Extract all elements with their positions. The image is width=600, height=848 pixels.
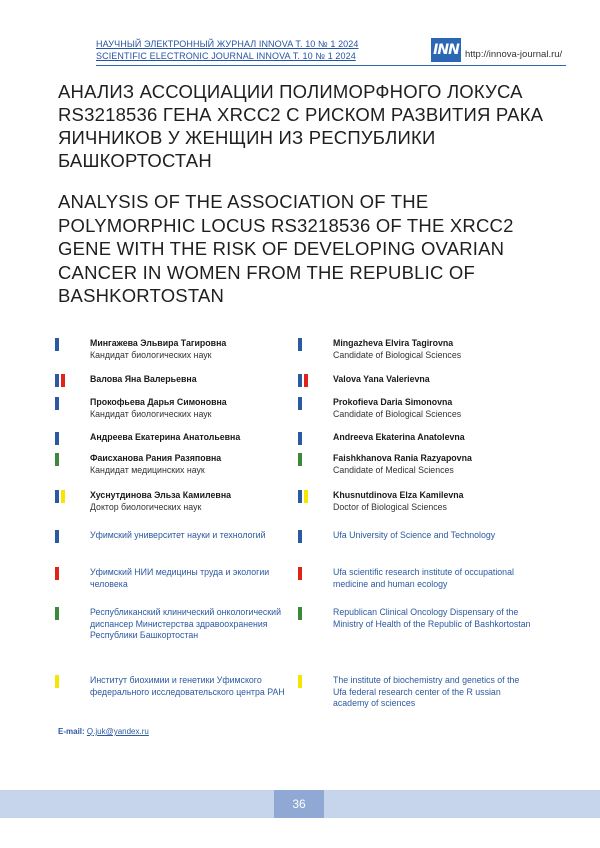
flag-marker (55, 530, 59, 543)
author-en (333, 490, 533, 513)
flag-marker (55, 567, 59, 580)
author-ru (90, 338, 295, 361)
author-en (333, 397, 533, 420)
flag-marker (298, 432, 302, 445)
flag-marker (55, 453, 59, 466)
affiliation-ru: Уфимский НИИ медицины труда и экологии человека (90, 567, 270, 589)
flag-marker-group (55, 607, 61, 620)
flag-marker (298, 675, 302, 688)
flag-marker (55, 374, 59, 387)
author-name-en: Faishkhanova Rania Razyapovna (333, 453, 472, 463)
contact-email (58, 727, 149, 736)
author-degree-ru: Кандидат медицинских наук (90, 464, 205, 475)
flag-marker (298, 453, 302, 466)
affiliation-ru: Уфимский университет науки и технологий (90, 530, 266, 540)
author-name-ru: Валова Яна Валерьевна (90, 374, 197, 384)
article-title-ru: АНАЛИЗ АССОЦИАЦИИ ПОЛИМОРФНОГО ЛОКУСА RS3218536 ГЕНА XRCC2 С РИСКОМ РАЗВИТИЯ РАКА ЯИЧНИКОВ У ЖЕНЩИН ИЗ РЕСПУБЛИКИ БАШКОРТОСТАН (58, 81, 544, 171)
author-degree-en: Candidate of Biological Sciences (333, 349, 462, 360)
author-ru (90, 397, 295, 420)
flag-marker (298, 607, 302, 620)
flag-marker (55, 490, 59, 503)
author-en (333, 453, 533, 476)
author-name-en: Prokofieva Daria Simonovna (333, 397, 453, 407)
flag-marker-group (298, 567, 304, 580)
author-name-en: Valova Yana Valerievna (333, 374, 430, 384)
flag-marker (298, 567, 302, 580)
author-en (333, 432, 533, 444)
affiliation-en: The institute of biochemistry and genetics of the Ufa federal research center of the R ussian academy of sciences (333, 675, 520, 708)
author-degree-en: Candidate of Biological Sciences (333, 408, 462, 419)
author-degree-en: Candidate of Medical Sciences (333, 464, 454, 475)
author-name-ru: Мингажева Эльвира Тагировна (90, 338, 227, 348)
author-ru (90, 374, 295, 386)
affiliation-en: Ufa University of Science and Technology (333, 530, 496, 540)
flag-marker-group (298, 530, 304, 543)
flag-marker (298, 338, 302, 351)
flag-marker (298, 530, 302, 543)
flag-marker (298, 490, 302, 503)
journal-title-ru[interactable]: НАУЧНЫЙ ЭЛЕКТРОННЫЙ ЖУРНАЛ INNOVA Т. 10 № 1 2024 (96, 39, 359, 49)
flag-marker (55, 432, 59, 445)
author-name-ru: Фаисханова Рания Разяповна (90, 453, 222, 463)
author-en (333, 374, 533, 386)
flag-marker (61, 490, 65, 503)
flag-marker (61, 374, 65, 387)
flag-marker-group (298, 374, 310, 387)
flag-marker (55, 675, 59, 688)
author-name-ru: Андреева Екатерина Анатольевна (90, 432, 241, 442)
author-name-ru: Прокофьева Дарья Симоновна (90, 397, 227, 407)
author-degree-ru: Кандидат биологических наук (90, 349, 212, 360)
flag-marker (298, 374, 302, 387)
flag-marker (55, 607, 59, 620)
flag-marker-group (55, 490, 67, 503)
email-label: E-mail: (58, 727, 85, 736)
flag-marker-group (298, 338, 304, 351)
flag-marker (304, 490, 308, 503)
affiliation-ru: Республиканский клинический онкологический диспансер Министерства здравоохранения Республики Башкортостан (90, 607, 281, 640)
page-number: 36 (274, 790, 324, 818)
header-rule (96, 65, 566, 66)
affiliation-en: Republican Clinical Oncology Dispensary of the Ministry of Health of the Republic of Bashkortostan (333, 607, 531, 629)
journal-header (96, 36, 566, 68)
flag-marker-group (55, 338, 61, 351)
innova-logo: INN (431, 38, 461, 62)
flag-marker-group (298, 453, 304, 466)
author-name-en: Mingazheva Elvira Tagirovna (333, 338, 454, 348)
flag-marker-group (298, 432, 304, 445)
flag-marker (55, 397, 59, 410)
flag-marker (304, 374, 308, 387)
author-en (333, 338, 533, 361)
flag-marker-group (55, 374, 67, 387)
flag-marker-group (55, 453, 61, 466)
flag-marker-group (55, 675, 61, 688)
flag-marker-group (55, 397, 61, 410)
flag-marker-group (298, 607, 304, 620)
author-degree-ru: Доктор биологических наук (90, 501, 202, 512)
flag-marker-group (55, 530, 61, 543)
flag-marker-group (55, 432, 61, 445)
flag-marker-group (298, 490, 310, 503)
author-ru (90, 453, 295, 476)
affiliation-ru: Институт биохимии и генетики Уфимского федерального исследовательского центра РАН (90, 675, 285, 697)
article-title-en: ANALYSIS OF THE ASSOCIATION OF THE POLYMORPHIC LOCUS RS3218536 OF THE XRCC2 GENE WITH THE RISK OF DEVELOPING OVARIAN CANCER IN WOMEN FROM THE REPUBLIC OF BASHKORTOSTAN (58, 191, 514, 306)
flag-marker-group (298, 397, 304, 410)
flag-marker (55, 338, 59, 351)
author-degree-en: Doctor of Biological Sciences (333, 501, 447, 512)
author-name-ru: Хуснутдинова Эльза Камилевна (90, 490, 232, 500)
journal-title-en[interactable]: SCIENTIFIC ELECTRONIC JOURNAL INNOVA Т. 10 № 1 2024 (96, 51, 356, 61)
flag-marker (298, 397, 302, 410)
author-degree-ru: Кандидат биологических наук (90, 408, 212, 419)
author-ru (90, 490, 295, 513)
affiliation-en: Ufa scientific research institute of occupational medicine and human ecology (333, 567, 514, 589)
author-name-en: Khusnutdinova Elza Kamilevna (333, 490, 464, 500)
author-ru (90, 432, 295, 444)
journal-site-url[interactable]: http://innova-journal.ru/ (465, 49, 563, 60)
flag-marker-group (55, 567, 61, 580)
email-link[interactable]: Q.juk@yandex.ru (86, 727, 149, 736)
author-name-en: Andreeva Ekaterina Anatolevna (333, 432, 465, 442)
flag-marker-group (298, 675, 304, 688)
